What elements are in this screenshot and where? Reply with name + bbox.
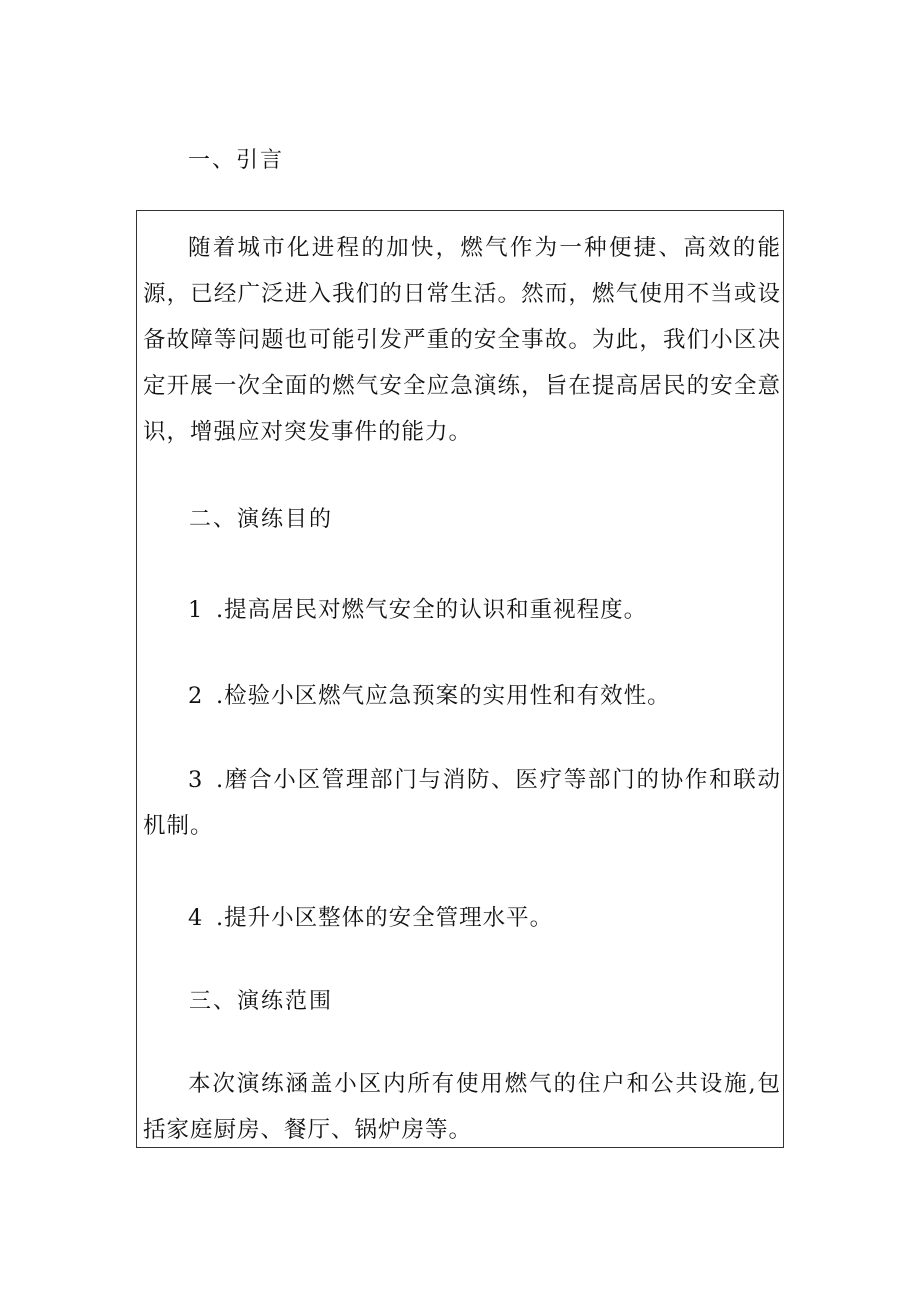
introduction-paragraph: 随着城市化进程的加快，燃气作为一种便捷、高效的能源，已经广泛进入我们的日常生活。然而，燃气使用不当或设备故障等问题也可能引发严重的安全事故。为此，我们小区决定开展一次全面的燃气安全应急演练，旨在提高居民的安全意识，增强应对突发事件的能力。 [143,235,781,445]
section-heading-introduction: 一、引言 [188,148,285,173]
item-number: 2 [188,683,204,709]
section-heading-purpose: 二、演练目的 [189,507,334,532]
item-text: .提升小区整体的安全管理水平。 [216,905,554,931]
item-number: 3 [188,767,204,793]
section-heading-scope: 三、演练范围 [189,989,334,1014]
purpose-item [143,587,781,633]
item-number: 1 [188,597,204,623]
item-number: 4 [188,905,204,931]
item-text: .提高居民对燃气安全的认识和重视程度。 [216,597,648,623]
purpose-item [143,757,781,849]
scope-paragraph: 本次演练涵盖小区内所有使用燃气的住户和公共设施,包括家庭厨房、餐厅、锅炉房等。 [143,1071,781,1143]
purpose-item [143,673,781,719]
purpose-item [143,895,781,941]
item-text: .磨合小区管理部门与消防、医疗等部门的协作和联动机制。 [143,767,781,839]
content-box [136,210,784,1148]
item-text: .检验小区燃气应急预案的实用性和有效性。 [216,683,671,709]
